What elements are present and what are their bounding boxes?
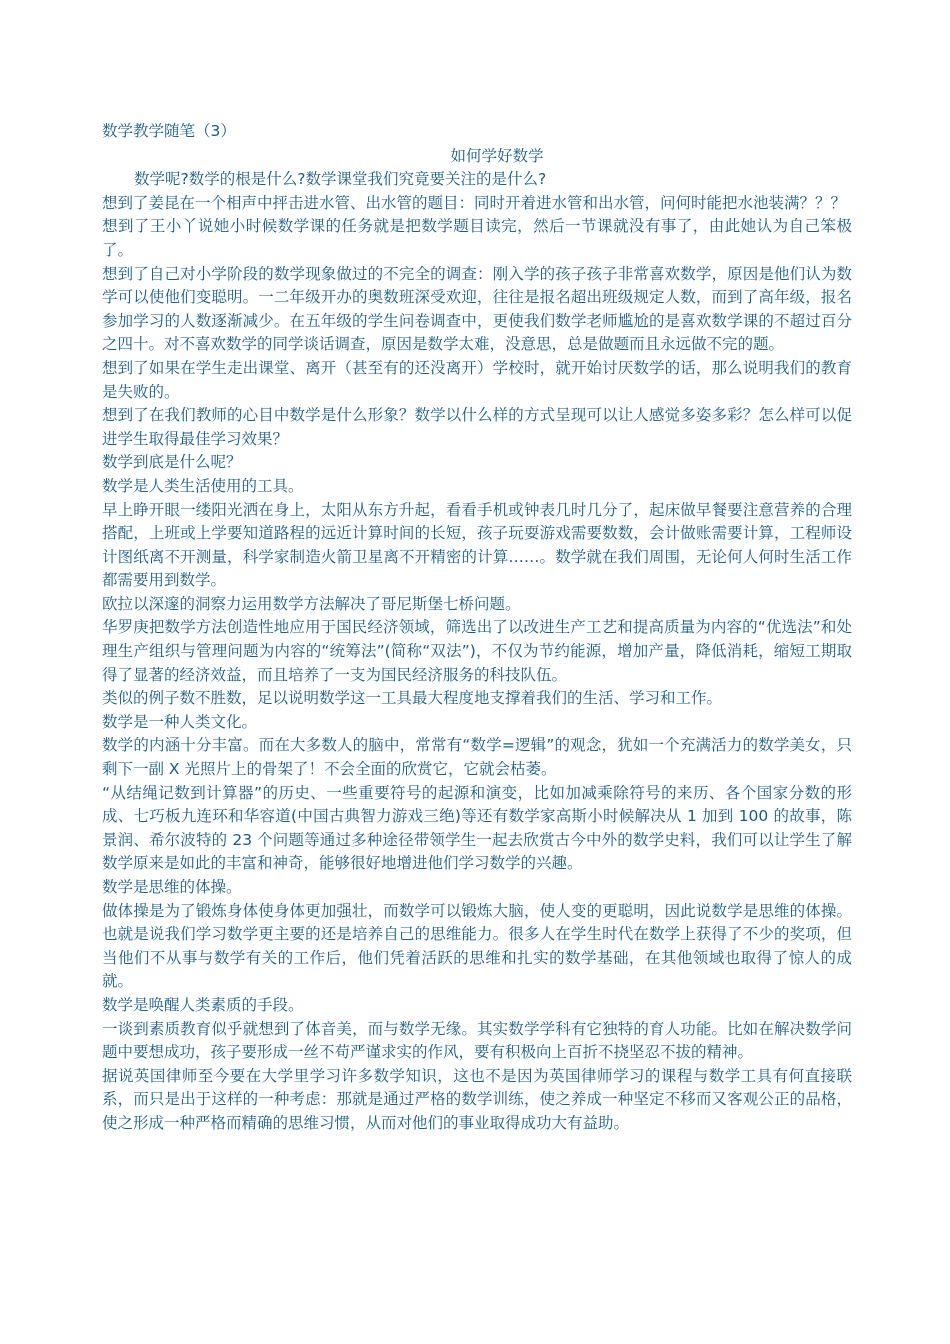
paragraph: “从结绳记数到计算器”的历史、一些重要符号的起源和演变，比如加减乘除符号的来历、各个国家分数的形成、七巧板九连环和华容道(中国古典智力游戏三绝)等还有数学家高斯小时候解决从 1 加到 100 的故事，陈景润、希尔波特的 23 个问题等通过多种途径带领学生一起去欣赏古今中外的数学史料，我们可以让学生了解数学原来是如此的丰富和神奇，能够很好地增进他们学习数学的兴趣。 (102, 783, 852, 873)
section-heading: 数学是一种人类文化。 (102, 712, 258, 731)
paragraph: 想到了姜昆在一个相声中抨击进水管、出水管的题目：同时开着进水管和出水管，问何时能把水池装满？？？ (102, 193, 847, 212)
paragraph: 数学的内涵十分丰富。而在大多数人的脑中，常常有“数学=逻辑”的观念，犹如一个充满活力的数学美女，只剩下一副 X 光照片上的骨架了！不会全面的欣赏它，它就会枯萎。 (102, 736, 852, 779)
document-title: 如何学好数学 (450, 146, 544, 165)
paragraph: 想到了自己对小学阶段的数学现象做过的不完全的调查：刚入学的孩子孩子非常喜欢数学，原因是他们认为数学可以使他们变聪明。一二年级开办的奥数班深受欢迎，往往是报名超出班级规定人数，而到了高年级，报名参加学习的人数逐渐减少。在五年级的学生问卷调查中，更使我们数学老师尴尬的是喜欢数学课的不超过百分之四十。对不喜欢数学的同学谈话调查，原因是数学太难，没意思，总是做题而且永远做不完的题。 (102, 264, 852, 354)
section-heading: 数学是唤醒人类素质的手段。 (102, 995, 304, 1014)
paragraph: 想到了王小丫说她小时候数学课的任务就是把数学题目读完，然后一节课就没有事了，由此她认为自己笨极了。 (102, 217, 852, 259)
paragraph: 做体操是为了锻炼身体使身体更加强壮，而数学可以锻炼大脑，使人变的更聪明，因此说数学是思维的体操。也就是说我们学习数学更主要的还是培养自己的思维能力。很多人在学生时代在数学上获得了不少的奖项，但当他们不从事与数学有关的工作后，他们凭着活跃的思维和扎实的数学基础，在其他领域也取得了惊人的成就。 (102, 901, 852, 991)
paragraph: 类似的例子数不胜数，足以说明数学这一工具最大程度地支撑着我们的生活、学习和工作。 (102, 689, 723, 708)
paragraph: 数学到底是什么呢？ (102, 453, 242, 472)
paragraph: 想到了如果在学生走出课堂、离开（甚至有的还没离开）学校时，就开始讨厌数学的话，那么说明我们的教育是失败的。 (102, 358, 852, 401)
paragraph: 早上睁开眼一缕阳光洒在身上，太阳从东方升起，看看手机或钟表几时几分了，起床做早餐要注意营养的合理搭配，上班或上学要知道路程的远近计算时间的长短，孩子玩耍游戏需要数数，会计做账需要计算，工程师设计图纸离不开测量，科学家制造火箭卫星离不开精密的计算……。数学就在我们周围，无论何人何时生活工作都需要用到数学。 (102, 500, 852, 590)
document-heading: 数学教学随笔（3） (102, 122, 236, 140)
paragraph: 华罗庚把数学方法创造性地应用于国民经济领域，筛选出了以改进生产工艺和提高质量为内容的“优选法”和处理生产组织与管理问题为内容的“统筹法”(简称“双法”)，不仅为节约能源，增加产量，降低消耗，缩短工期取得了显著的经济效益，而且培养了一支为国民经济服务的科技队伍。 (102, 618, 852, 684)
paragraph: 想到了在我们教师的心目中数学是什么形象？数学以什么样的方式呈现可以让人感觉多姿多彩？怎么样可以促进学生取得最佳学习效果？ (102, 406, 852, 448)
section-heading: 数学是思维的体操。 (102, 878, 242, 896)
paragraph: 欧拉以深邃的洞察力运用数学方法解决了哥尼斯堡七桥问题。 (102, 594, 521, 613)
section-heading: 数学是人类生活使用的工具。 (102, 476, 304, 495)
paragraph: 数学呢?数学的根是什么?数学课堂我们究竟要关注的是什么? (134, 170, 547, 189)
paragraph: 一谈到素质教育似乎就想到了体音美，而与数学无缘。其实数学学科有它独特的育人功能。比如在解决数学问题中要想成功，孩子要形成一丝不苟严谨求实的作风，要有积极向上百折不挠坚忍不拔的精神。 (102, 1019, 852, 1062)
paragraph: 据说英国律师至今要在大学里学习许多数学知识，这也不是因为英国律师学习的课程与数学工具有何直接联系，而只是出于这样的一种考虑：那就是通过严格的数学训练，使之养成一种坚定不移而又客观公正的品格，使之形成一种严格而精确的思维习惯，从而对他们的事业取得成功大有益助。 (102, 1066, 852, 1132)
